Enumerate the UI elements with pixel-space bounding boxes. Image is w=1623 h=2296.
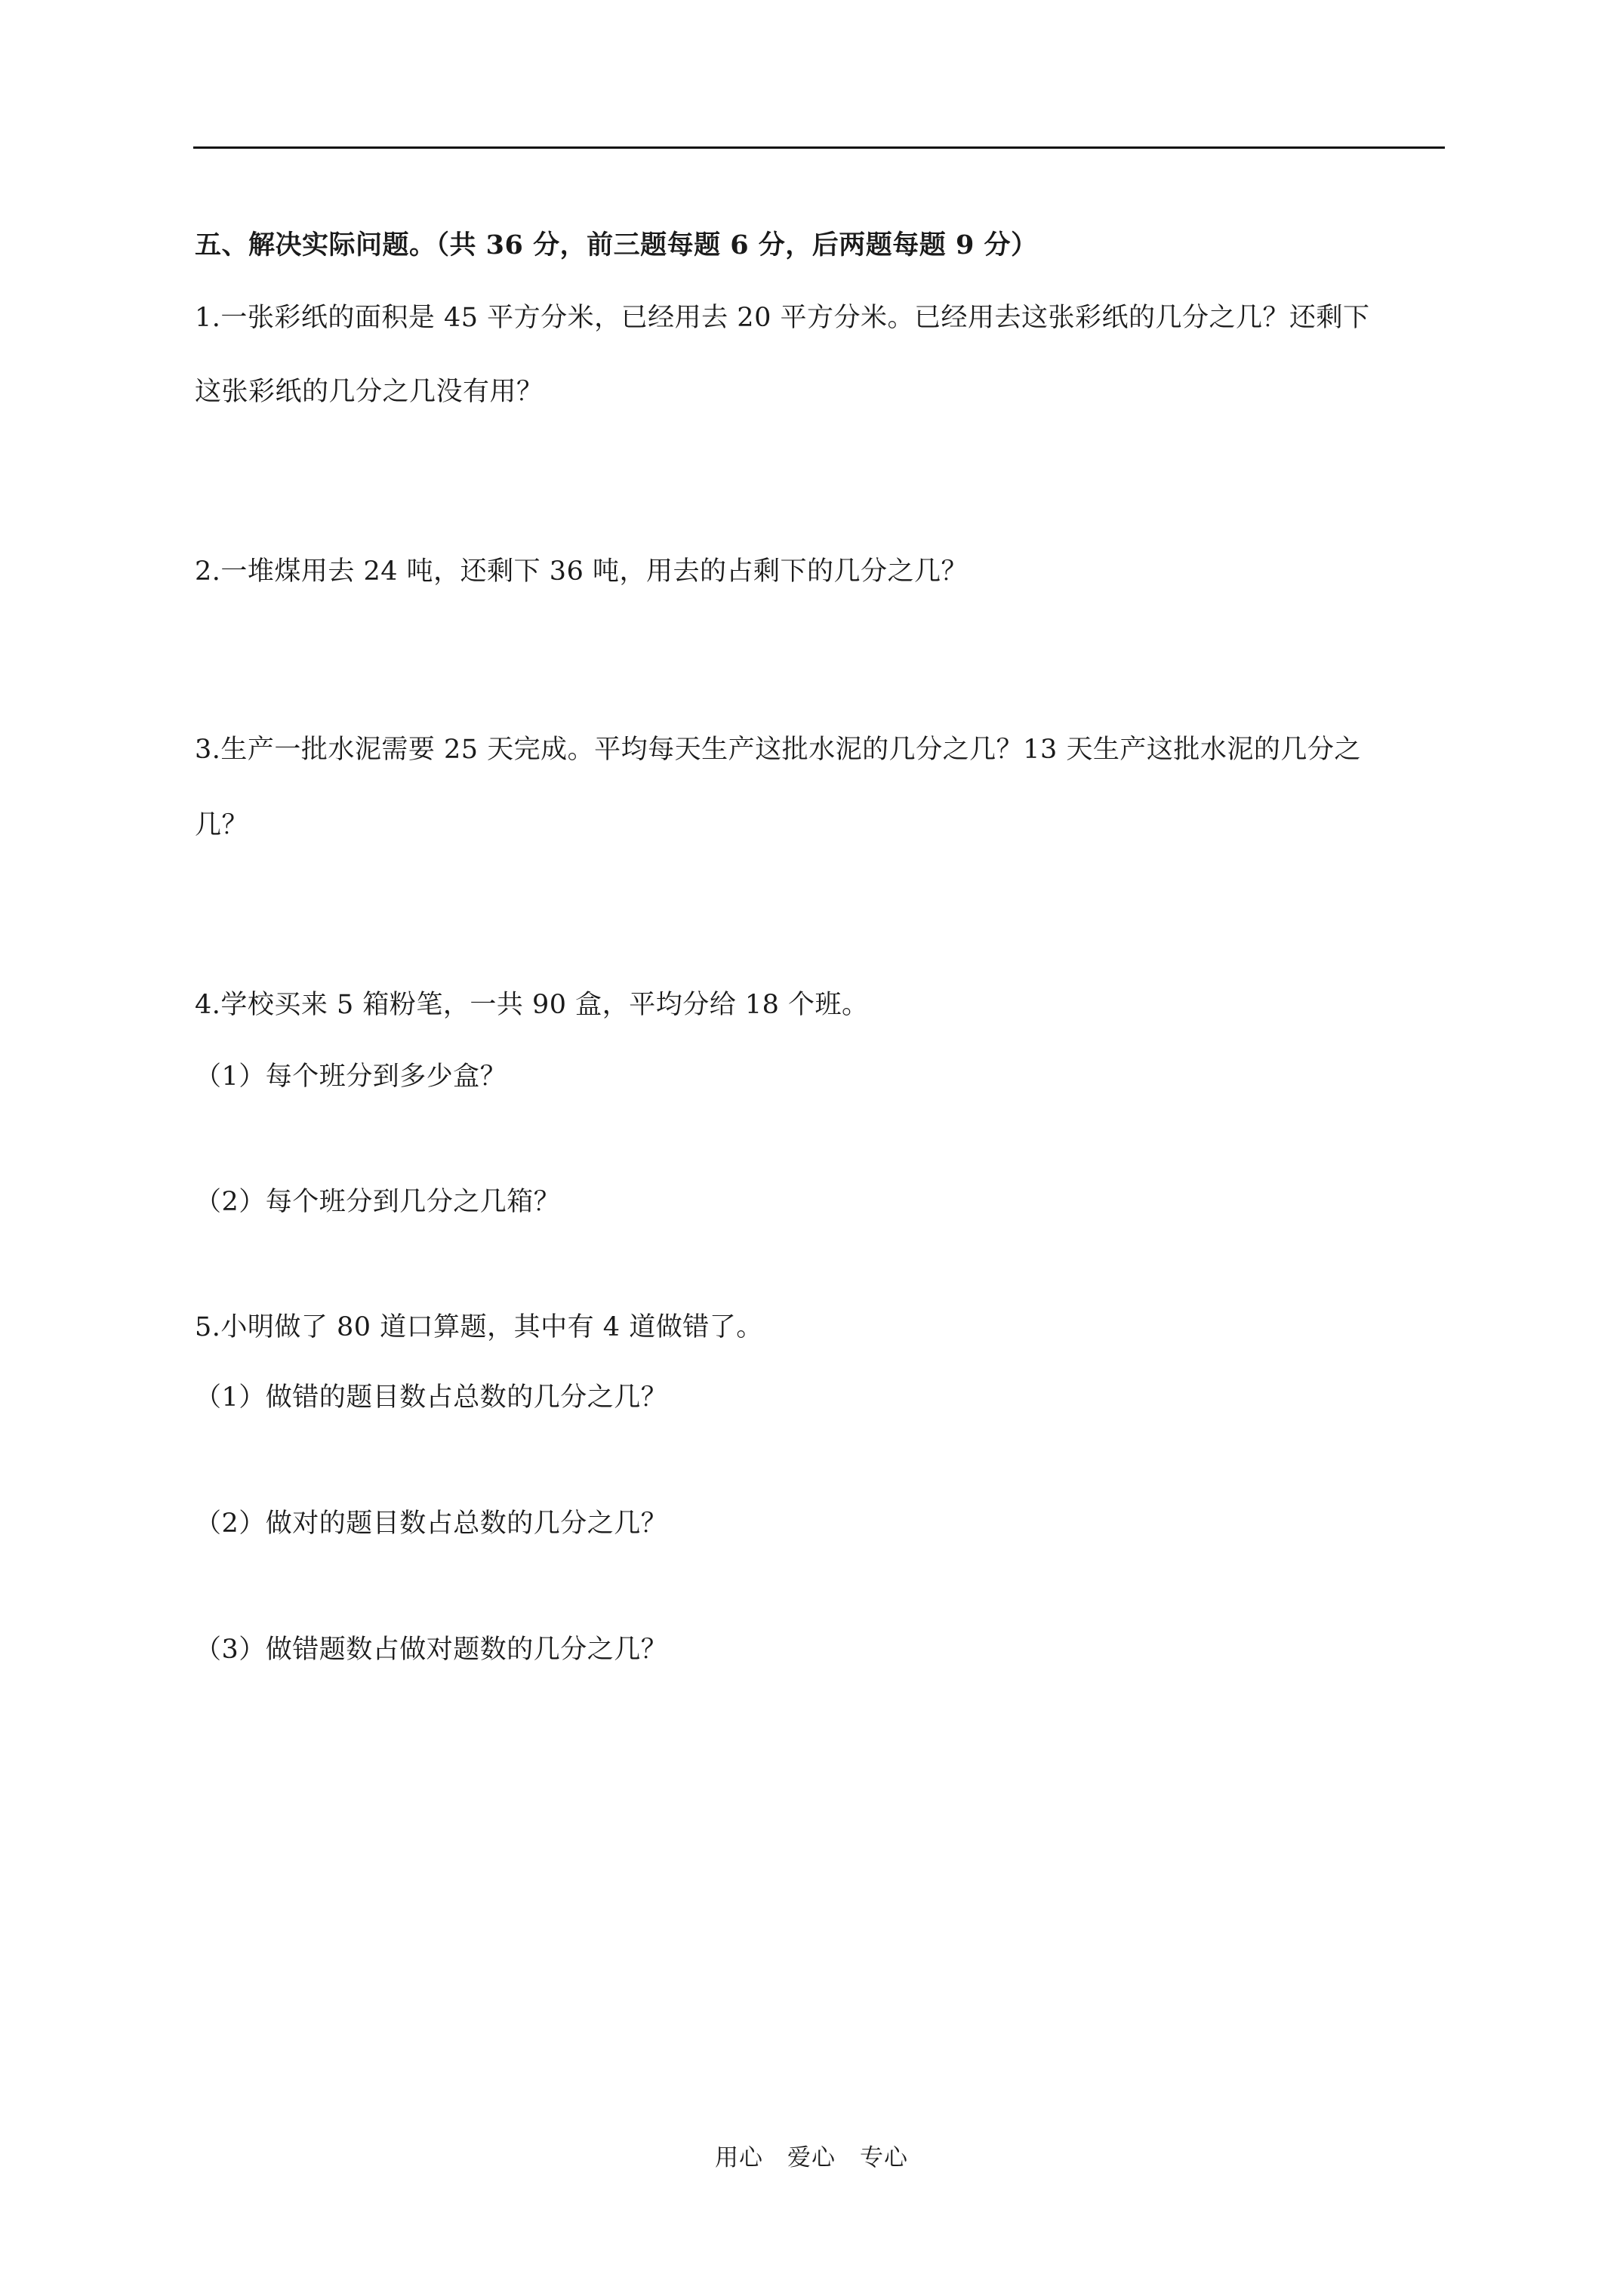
question-4-sub-2: （2）每个班分到几分之几箱？ [195,1187,561,1217]
header-rule [193,146,1445,149]
question-5-sub-2: （2）做对的题目数占总数的几分之几？ [195,1509,668,1539]
question-5-sub-3: （3）做错题数占做对题数的几分之几？ [195,1635,668,1665]
question-5-sub-1: （1）做错的题目数占总数的几分之几？ [195,1382,668,1413]
question-5-stem: 5.小明做了 80 道口算题，其中有 4 道做错了。 [195,1312,763,1342]
question-2: 2.一堆煤用去 24 吨，还剩下 36 吨，用去的占剩下的几分之几？ [195,556,968,587]
question-3-line-1: 3.生产一批水泥需要 25 天完成。平均每天生产这批水泥的几分之几？13 天生产这批水泥的几分之 [195,735,1361,765]
question-3-line-2: 几？ [195,810,249,840]
question-4-sub-1: （1）每个班分到多少盒？ [195,1062,507,1092]
question-1-line-1: 1.一张彩纸的面积是 45 平方分米，已经用去 20 平方分米。已经用去这张彩纸的几分之几？还剩下 [195,303,1370,333]
question-1-line-2: 这张彩纸的几分之几没有用？ [195,377,544,407]
section-title: 五、解决实际问题。（共 36 分，前三题每题 6 分，后两题每题 9 分） [195,230,1038,260]
question-4-stem: 4.学校买来 5 箱粉笔，一共 90 盒，平均分给 18 个班。 [195,990,869,1020]
page-footer: 用心 爱心 专心 [715,2144,908,2171]
